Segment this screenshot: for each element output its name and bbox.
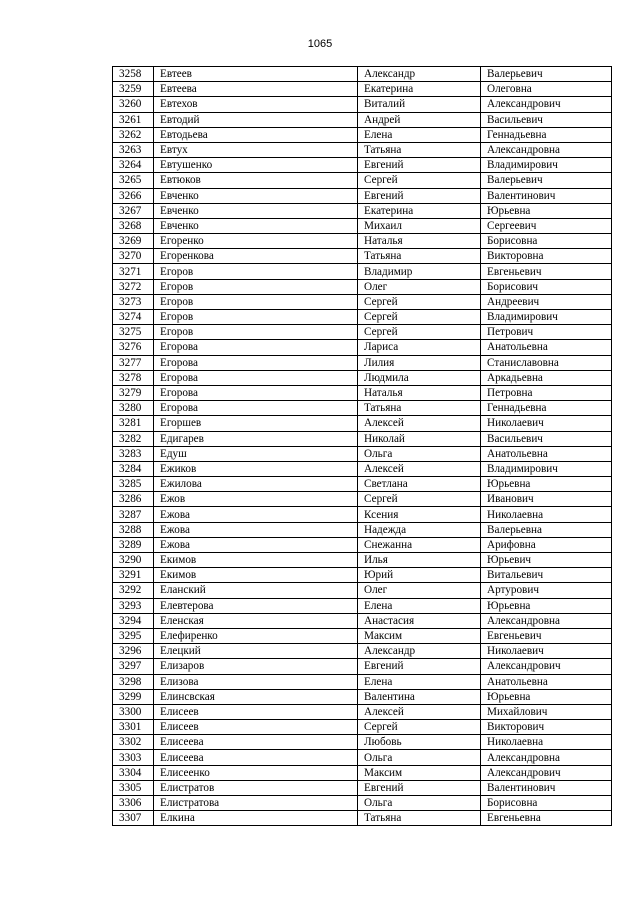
last-name-cell: Евченко (154, 203, 358, 218)
table-row (113, 385, 612, 400)
patronymic-cell: Борисовна (481, 796, 612, 811)
row-number-cell: 3299 (113, 689, 154, 704)
table-row (113, 431, 612, 446)
row-number-cell: 3293 (113, 598, 154, 613)
table-row (113, 659, 612, 674)
patronymic-cell: Валерьевич (481, 67, 612, 82)
patronymic-cell: Николаевич (481, 416, 612, 431)
row-number-cell: 3303 (113, 750, 154, 765)
patronymic-cell: Николаевна (481, 735, 612, 750)
table-row (113, 674, 612, 689)
patronymic-cell: Валерьевна (481, 522, 612, 537)
patronymic-cell: Николаевна (481, 507, 612, 522)
last-name-cell: Егоршев (154, 416, 358, 431)
first-name-cell: Анастасия (358, 613, 481, 628)
patronymic-cell: Александровна (481, 750, 612, 765)
table-row (113, 249, 612, 264)
first-name-cell: Сергей (358, 325, 481, 340)
first-name-cell: Илья (358, 553, 481, 568)
row-number-cell: 3259 (113, 82, 154, 97)
patronymic-cell: Андреевич (481, 294, 612, 309)
row-number-cell: 3262 (113, 127, 154, 142)
table-row (113, 279, 612, 294)
patronymic-cell: Викторович (481, 720, 612, 735)
table-row (113, 750, 612, 765)
row-number-cell: 3275 (113, 325, 154, 340)
table-row (113, 340, 612, 355)
table-row (113, 446, 612, 461)
first-name-cell: Лилия (358, 355, 481, 370)
table-row (113, 704, 612, 719)
table-row (113, 401, 612, 416)
row-number-cell: 3277 (113, 355, 154, 370)
row-number-cell: 3267 (113, 203, 154, 218)
patronymic-cell: Витальевич (481, 568, 612, 583)
last-name-cell: Егоров (154, 325, 358, 340)
table-row (113, 507, 612, 522)
last-name-cell: Елистратов (154, 780, 358, 795)
last-name-cell: Еленская (154, 613, 358, 628)
patronymic-cell: Евгеньевич (481, 264, 612, 279)
patronymic-cell: Анатольевна (481, 340, 612, 355)
row-number-cell: 3264 (113, 158, 154, 173)
last-name-cell: Егоренко (154, 234, 358, 249)
first-name-cell: Михаил (358, 218, 481, 233)
patronymic-cell: Аркадьевна (481, 370, 612, 385)
table-row (113, 97, 612, 112)
row-number-cell: 3286 (113, 492, 154, 507)
last-name-cell: Елефиренко (154, 628, 358, 643)
first-name-cell: Наталья (358, 385, 481, 400)
last-name-cell: Елевтерова (154, 598, 358, 613)
first-name-cell: Олег (358, 583, 481, 598)
row-number-cell: 3305 (113, 780, 154, 795)
patronymic-cell: Евгеньевна (481, 811, 612, 826)
row-number-cell: 3288 (113, 522, 154, 537)
table-row (113, 598, 612, 613)
last-name-cell: Евтодьева (154, 127, 358, 142)
patronymic-cell: Петровна (481, 385, 612, 400)
patronymic-cell: Васильевич (481, 112, 612, 127)
patronymic-cell: Станиславовна (481, 355, 612, 370)
last-name-cell: Евченко (154, 188, 358, 203)
last-name-cell: Елизаров (154, 659, 358, 674)
last-name-cell: Ежова (154, 507, 358, 522)
table-body (113, 67, 612, 826)
row-number-cell: 3278 (113, 370, 154, 385)
last-name-cell: Едуш (154, 446, 358, 461)
table-row (113, 173, 612, 188)
table-row (113, 82, 612, 97)
first-name-cell: Елена (358, 127, 481, 142)
table-row (113, 765, 612, 780)
first-name-cell: Ксения (358, 507, 481, 522)
table-row (113, 127, 612, 142)
last-name-cell: Егорова (154, 401, 358, 416)
first-name-cell: Владимир (358, 264, 481, 279)
last-name-cell: Елинсвская (154, 689, 358, 704)
row-number-cell: 3304 (113, 765, 154, 780)
last-name-cell: Елецкий (154, 644, 358, 659)
last-name-cell: Егоренкова (154, 249, 358, 264)
first-name-cell: Валентина (358, 689, 481, 704)
patronymic-cell: Борисовна (481, 234, 612, 249)
first-name-cell: Елена (358, 598, 481, 613)
first-name-cell: Александр (358, 644, 481, 659)
patronymic-cell: Геннадьевна (481, 127, 612, 142)
last-name-cell: Евтодий (154, 112, 358, 127)
table-row (113, 67, 612, 82)
patronymic-cell: Анатольевна (481, 674, 612, 689)
first-name-cell: Сергей (358, 310, 481, 325)
table-row (113, 142, 612, 157)
patronymic-cell: Викторовна (481, 249, 612, 264)
first-name-cell: Максим (358, 628, 481, 643)
patronymic-cell: Олеговна (481, 82, 612, 97)
table-row (113, 553, 612, 568)
last-name-cell: Евтеев (154, 67, 358, 82)
table-row (113, 796, 612, 811)
patronymic-cell: Александровна (481, 613, 612, 628)
first-name-cell: Снежанна (358, 537, 481, 552)
names-table (112, 66, 612, 826)
patronymic-cell: Михайлович (481, 704, 612, 719)
last-name-cell: Еланский (154, 583, 358, 598)
table-row (113, 370, 612, 385)
last-name-cell: Екимов (154, 568, 358, 583)
row-number-cell: 3279 (113, 385, 154, 400)
patronymic-cell: Александрович (481, 659, 612, 674)
last-name-cell: Евтух (154, 142, 358, 157)
table-row (113, 477, 612, 492)
last-name-cell: Евтехов (154, 97, 358, 112)
table-row (113, 355, 612, 370)
patronymic-cell: Юрьевич (481, 553, 612, 568)
patronymic-cell: Анатольевна (481, 446, 612, 461)
row-number-cell: 3282 (113, 431, 154, 446)
first-name-cell: Алексей (358, 704, 481, 719)
table-row (113, 628, 612, 643)
first-name-cell: Ольга (358, 796, 481, 811)
first-name-cell: Екатерина (358, 203, 481, 218)
table-row (113, 811, 612, 826)
patronymic-cell: Геннадьевна (481, 401, 612, 416)
first-name-cell: Елена (358, 674, 481, 689)
first-name-cell: Татьяна (358, 401, 481, 416)
row-number-cell: 3294 (113, 613, 154, 628)
row-number-cell: 3276 (113, 340, 154, 355)
patronymic-cell: Валентинович (481, 188, 612, 203)
patronymic-cell: Владимирович (481, 158, 612, 173)
row-number-cell: 3283 (113, 446, 154, 461)
last-name-cell: Егорова (154, 340, 358, 355)
page-number: 1065 (307, 38, 333, 50)
first-name-cell: Сергей (358, 173, 481, 188)
last-name-cell: Егоров (154, 310, 358, 325)
first-name-cell: Алексей (358, 416, 481, 431)
first-name-cell: Любовь (358, 735, 481, 750)
patronymic-cell: Валерьевич (481, 173, 612, 188)
table-row (113, 294, 612, 309)
last-name-cell: Егоров (154, 264, 358, 279)
first-name-cell: Евгений (358, 659, 481, 674)
last-name-cell: Елисеев (154, 720, 358, 735)
first-name-cell: Ольга (358, 750, 481, 765)
first-name-cell: Олег (358, 279, 481, 294)
last-name-cell: Ежиков (154, 461, 358, 476)
last-name-cell: Егорова (154, 370, 358, 385)
row-number-cell: 3258 (113, 67, 154, 82)
last-name-cell: Екимов (154, 553, 358, 568)
row-number-cell: 3301 (113, 720, 154, 735)
row-number-cell: 3306 (113, 796, 154, 811)
row-number-cell: 3280 (113, 401, 154, 416)
last-name-cell: Евтюков (154, 173, 358, 188)
table-row (113, 461, 612, 476)
table-row (113, 568, 612, 583)
last-name-cell: Ежилова (154, 477, 358, 492)
row-number-cell: 3287 (113, 507, 154, 522)
row-number-cell: 3292 (113, 583, 154, 598)
patronymic-cell: Сергеевич (481, 218, 612, 233)
row-number-cell: 3297 (113, 659, 154, 674)
row-number-cell: 3268 (113, 218, 154, 233)
row-number-cell: 3295 (113, 628, 154, 643)
last-name-cell: Ежова (154, 537, 358, 552)
table-row (113, 644, 612, 659)
row-number-cell: 3300 (113, 704, 154, 719)
row-number-cell: 3270 (113, 249, 154, 264)
table-row (113, 522, 612, 537)
patronymic-cell: Евгеньевич (481, 628, 612, 643)
patronymic-cell: Валентинович (481, 780, 612, 795)
patronymic-cell: Арифовна (481, 537, 612, 552)
patronymic-cell: Васильевич (481, 431, 612, 446)
patronymic-cell: Александрович (481, 97, 612, 112)
patronymic-cell: Александровна (481, 142, 612, 157)
patronymic-cell: Юрьевна (481, 689, 612, 704)
first-name-cell: Виталий (358, 97, 481, 112)
last-name-cell: Егоров (154, 279, 358, 294)
row-number-cell: 3289 (113, 537, 154, 552)
table-row (113, 735, 612, 750)
last-name-cell: Евтеева (154, 82, 358, 97)
first-name-cell: Татьяна (358, 142, 481, 157)
first-name-cell: Людмила (358, 370, 481, 385)
last-name-cell: Егоров (154, 294, 358, 309)
patronymic-cell: Юрьевна (481, 477, 612, 492)
first-name-cell: Евгений (358, 780, 481, 795)
table-row (113, 325, 612, 340)
first-name-cell: Наталья (358, 234, 481, 249)
table-row (113, 203, 612, 218)
patronymic-cell: Петрович (481, 325, 612, 340)
first-name-cell: Евгений (358, 158, 481, 173)
table-row (113, 188, 612, 203)
first-name-cell: Александр (358, 67, 481, 82)
patronymic-cell: Александрович (481, 765, 612, 780)
first-name-cell: Алексей (358, 461, 481, 476)
last-name-cell: Ежова (154, 522, 358, 537)
first-name-cell: Юрий (358, 568, 481, 583)
table-row (113, 218, 612, 233)
last-name-cell: Егорова (154, 385, 358, 400)
first-name-cell: Максим (358, 765, 481, 780)
patronymic-cell: Владимирович (481, 310, 612, 325)
table-row (113, 720, 612, 735)
row-number-cell: 3298 (113, 674, 154, 689)
patronymic-cell: Юрьевна (481, 598, 612, 613)
last-name-cell: Ежов (154, 492, 358, 507)
last-name-cell: Елкина (154, 811, 358, 826)
last-name-cell: Елисеева (154, 735, 358, 750)
first-name-cell: Евгений (358, 188, 481, 203)
table-row (113, 583, 612, 598)
row-number-cell: 3285 (113, 477, 154, 492)
table-row (113, 780, 612, 795)
table-row (113, 416, 612, 431)
first-name-cell: Сергей (358, 492, 481, 507)
last-name-cell: Елистратова (154, 796, 358, 811)
last-name-cell: Егорова (154, 355, 358, 370)
first-name-cell: Екатерина (358, 82, 481, 97)
table-row (113, 537, 612, 552)
patronymic-cell: Борисович (481, 279, 612, 294)
first-name-cell: Сергей (358, 720, 481, 735)
table-row (113, 689, 612, 704)
first-name-cell: Лариса (358, 340, 481, 355)
row-number-cell: 3307 (113, 811, 154, 826)
row-number-cell: 3269 (113, 234, 154, 249)
last-name-cell: Евтушенко (154, 158, 358, 173)
first-name-cell: Николай (358, 431, 481, 446)
row-number-cell: 3274 (113, 310, 154, 325)
table-row (113, 158, 612, 173)
first-name-cell: Ольга (358, 446, 481, 461)
last-name-cell: Елисеев (154, 704, 358, 719)
row-number-cell: 3281 (113, 416, 154, 431)
row-number-cell: 3266 (113, 188, 154, 203)
first-name-cell: Татьяна (358, 249, 481, 264)
patronymic-cell: Иванович (481, 492, 612, 507)
first-name-cell: Татьяна (358, 811, 481, 826)
table-row (113, 492, 612, 507)
table-row (113, 264, 612, 279)
row-number-cell: 3296 (113, 644, 154, 659)
first-name-cell: Надежда (358, 522, 481, 537)
first-name-cell: Светлана (358, 477, 481, 492)
first-name-cell: Андрей (358, 112, 481, 127)
row-number-cell: 3263 (113, 142, 154, 157)
row-number-cell: 3272 (113, 279, 154, 294)
last-name-cell: Евченко (154, 218, 358, 233)
row-number-cell: 3261 (113, 112, 154, 127)
last-name-cell: Елисеенко (154, 765, 358, 780)
patronymic-cell: Николаевич (481, 644, 612, 659)
last-name-cell: Елизова (154, 674, 358, 689)
patronymic-cell: Юрьевна (481, 203, 612, 218)
row-number-cell: 3291 (113, 568, 154, 583)
last-name-cell: Елисеева (154, 750, 358, 765)
table-row (113, 613, 612, 628)
table-row (113, 310, 612, 325)
row-number-cell: 3265 (113, 173, 154, 188)
first-name-cell: Сергей (358, 294, 481, 309)
table-row (113, 234, 612, 249)
last-name-cell: Едигарев (154, 431, 358, 446)
table-row (113, 112, 612, 127)
row-number-cell: 3260 (113, 97, 154, 112)
row-number-cell: 3290 (113, 553, 154, 568)
row-number-cell: 3302 (113, 735, 154, 750)
row-number-cell: 3284 (113, 461, 154, 476)
patronymic-cell: Владимирович (481, 461, 612, 476)
patronymic-cell: Артурович (481, 583, 612, 598)
row-number-cell: 3271 (113, 264, 154, 279)
row-number-cell: 3273 (113, 294, 154, 309)
